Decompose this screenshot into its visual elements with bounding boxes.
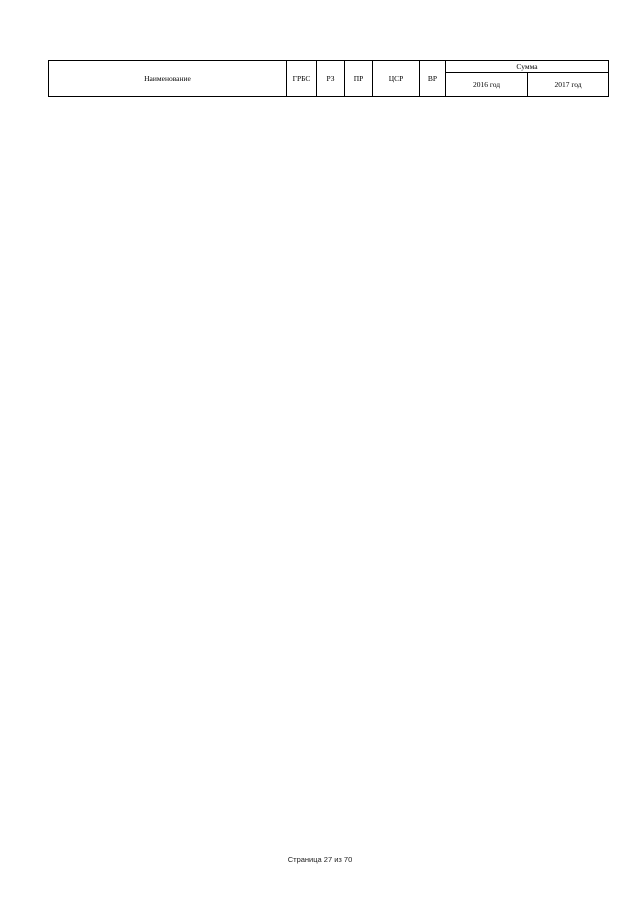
header-year-2017: 2017 год	[528, 73, 609, 97]
header-grbs: ГРБС	[287, 61, 317, 97]
table-header	[49, 61, 609, 97]
header-vr: ВР	[420, 61, 446, 97]
page-number: Страница 27 из 70	[287, 855, 353, 864]
header-rz: РЗ	[317, 61, 345, 97]
header-sum: Сумма	[446, 61, 609, 73]
header-name: Наименование	[49, 61, 287, 97]
header-csr: ЦСР	[373, 61, 420, 97]
header-pr: ПР	[345, 61, 373, 97]
header-year-2016: 2016 год	[446, 73, 528, 97]
budget-table	[48, 60, 609, 97]
